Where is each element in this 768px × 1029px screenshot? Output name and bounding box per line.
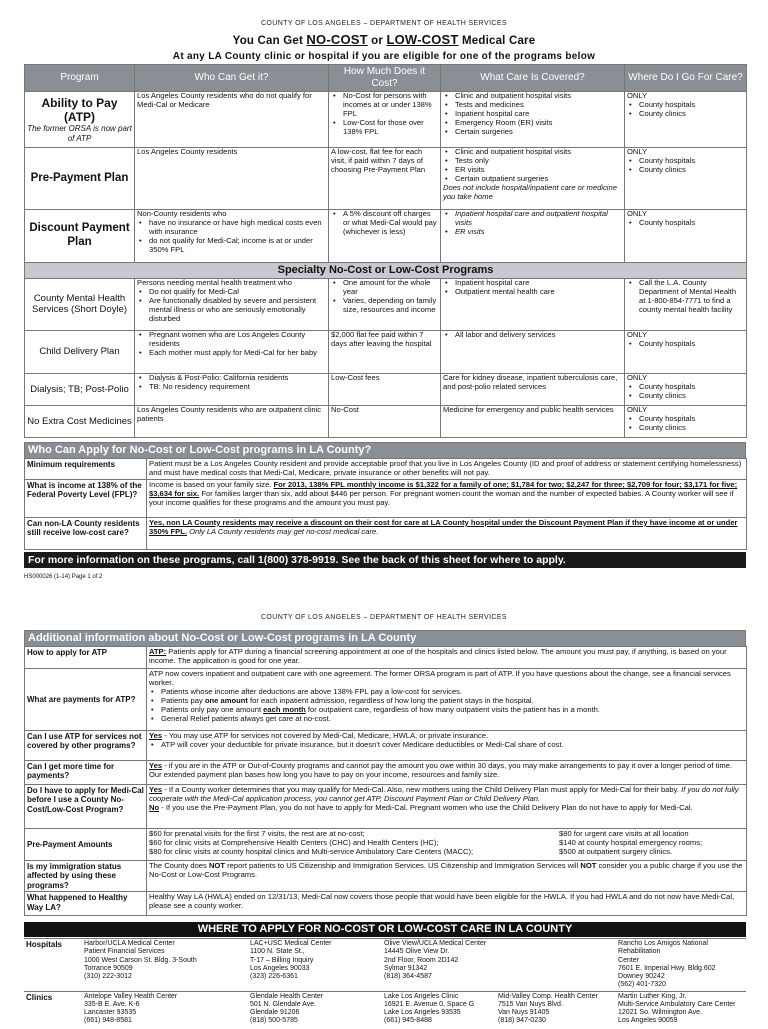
- only-label: ONLY: [627, 147, 648, 156]
- clinic-entry: [82, 991, 248, 1029]
- answer-highlight: one amount: [204, 695, 248, 705]
- where-to-apply-table: [24, 938, 746, 1029]
- hospital-phone: (323) 226-6361: [250, 973, 298, 980]
- where-child: [625, 330, 747, 373]
- cost-child: $2,000 flat fee paid within 7 days after leaving the hospital: [329, 330, 441, 373]
- clinic-name: Lake Los Angeles Clinic: [384, 992, 459, 1000]
- hospital-line: 2nd Floor, Room 2D142: [384, 956, 459, 964]
- programs-table: [24, 64, 747, 438]
- header-who: Who Can Get it?: [135, 65, 329, 92]
- specialty-header-row: [25, 263, 747, 279]
- clinic-line: Lancaster 93535: [84, 1009, 137, 1016]
- program-discount: [25, 210, 135, 263]
- program-prepay: [25, 148, 135, 210]
- hospital-line: 7601 E. Imperial Hwy. Bldg.602: [618, 964, 716, 972]
- hospital-entry: [616, 939, 746, 992]
- program-atp: [25, 92, 135, 148]
- hospital-line: Center: [618, 956, 640, 964]
- list-item: • County hospitals: [627, 340, 744, 349]
- answer-text: If you do not fully cooperate with the Medi-Cal application process, you cannot get ATP, Discount Payment Plan or Child Delivery Plan.: [149, 785, 739, 803]
- cost-prepay: A low-cost, flat fee for each visit, if paid within 7 days of choosing Pre-Payment Plan: [329, 148, 441, 210]
- answer-text: - If a County worker determines that you may qualify for Medi-Cal. Also, new mothers using the Child Delivery Plan must apply for Medi-Cal for their baby.: [162, 785, 682, 794]
- page-two: [0, 604, 768, 1024]
- answer-highlight: NOT: [580, 861, 597, 870]
- answer: [147, 761, 747, 785]
- list-item: • County clinics: [627, 392, 744, 401]
- list-item: • County hospitals: [627, 383, 744, 392]
- department-header: COUNTY OF LOS ANGELES – DEPARTMENT OF HEALTH SERVICES: [260, 614, 508, 621]
- hospital-entry: [248, 939, 382, 992]
- question: What happened to Healthy Way LA?: [25, 892, 147, 916]
- clinic-line: Van Nuys 91405: [498, 1009, 550, 1016]
- where-mental: [625, 278, 747, 330]
- answer-text: - If you use the Pre-Payment Plan, you do not have to apply for Medi-Cal. Pregnant women who use the Child Delivery Plan do not have to apply for Medi-Cal.: [159, 802, 693, 812]
- list-item: • County hospitals: [627, 415, 744, 424]
- clinics-row: [24, 991, 746, 1029]
- hospitals-label: Hospitals: [24, 939, 82, 992]
- list-item: • County clinics: [627, 110, 744, 119]
- table-row-child: [25, 330, 747, 373]
- list-item: • Do not qualify for Medi-Cal: [137, 288, 326, 297]
- hospital-phone: (310) 222-3012: [84, 973, 132, 980]
- question: Can I get more time for payments?: [25, 761, 147, 785]
- table-row: [25, 669, 747, 731]
- answer: [147, 785, 747, 829]
- list-item: • Tests and medicines: [443, 101, 622, 110]
- answer-highlight: Yes: [149, 785, 163, 794]
- list-item: • Inpatient hospital care: [443, 110, 622, 119]
- who-apply-title: Who Can Apply for No-Cost or Low-Cost programs in LA County?: [24, 442, 746, 459]
- table-row: [25, 761, 747, 785]
- clinic-line: 501 N. Glendale Ave.: [250, 1000, 317, 1008]
- table-row: [25, 731, 747, 761]
- who-mental: [135, 278, 329, 330]
- clinic-name: Mid-Valley Comp. Health Center: [498, 992, 598, 1000]
- list-item: • TB: No residency requirement: [137, 383, 326, 392]
- program-note: The former ORSA is now part of ATP: [27, 124, 132, 143]
- answer: [147, 517, 747, 549]
- list-item: • Low-Cost for those over 138% FPL: [331, 119, 438, 137]
- answer: [147, 861, 747, 892]
- table-row-dialysis: [25, 373, 747, 405]
- question: What are payments for ATP?: [25, 669, 147, 731]
- clinic-phone: (661) 945-8488: [384, 1017, 432, 1025]
- answer: Healthy Way LA (HWLA) ended on 12/31/13, Medi-Cal now covers those people that would have been eligible for the HWLA. If you had HWLA and do not now have Medi-Cal, please see a county worker.: [147, 892, 747, 916]
- list-item: • Are functionally disabled by severe and persistent mental illness or who are seriously emotionally disturbed: [137, 297, 326, 324]
- table-row: [25, 459, 747, 480]
- list-item: • ATP will cover your deductible for private insurance, but it doesn't cover Medicare deductibles or Medi-Cal share of cost.: [149, 741, 744, 750]
- answer-text: - You may use ATP for services not covered by Medi-Cal, Medicare, HWLA, or private insurance.: [162, 731, 489, 740]
- hospital-line: T-17 – Billing Inquiry: [250, 956, 314, 964]
- list-item: • Each mother must apply for Medi-Cal for her baby: [137, 349, 326, 358]
- list-item: • County hospitals: [627, 157, 744, 166]
- answer-highlight: No: [149, 802, 160, 812]
- list-item: • No-Cost for persons with incomes at or under 138% FPL: [331, 92, 438, 119]
- header-where: Where Do I Go For Care?: [625, 65, 747, 92]
- clinic-line: 7515 Van Nuys Blvd.: [498, 1000, 563, 1008]
- list-item: • Certain outpatient surgeries: [443, 175, 622, 184]
- who-child: [135, 330, 329, 373]
- answer-text: The County does: [149, 861, 209, 870]
- list-item: • Patients whose income after deductions are above 138% FPL pay a low-cost for services.: [149, 688, 744, 697]
- page-title: [0, 32, 768, 49]
- clinic-entry: [496, 991, 616, 1029]
- question: What is income at 138% of the Federal Poverty Level (FPL)?: [25, 479, 147, 517]
- who-intro: Non-County residents who: [137, 209, 227, 218]
- care-discount: [441, 210, 625, 263]
- cost-mental: [329, 278, 441, 330]
- program-name: Pre-Payment Plan: [30, 171, 129, 184]
- answer-text: for outpatient care, regardless of how many outpatient visits the patient has in a month.: [305, 704, 601, 714]
- clinic-line: Glendale 91206: [250, 1009, 300, 1016]
- list-item: • Tests only: [443, 157, 622, 166]
- table-row-atp: [25, 92, 747, 148]
- answer: [147, 647, 747, 669]
- list-item: $60 for clinic visits at Comprehensive Health Centers (CHC) and Health Centers (HC);: [149, 837, 439, 847]
- care-medicines: Medicine for emergency and public health services: [441, 405, 625, 437]
- table-row: [25, 785, 747, 829]
- where-dialysis: [625, 373, 747, 405]
- list-item: • Inpatient hospital care: [443, 279, 622, 288]
- list-item: • Dialysis & Post-Polio: California residents: [137, 374, 326, 383]
- who-dialysis: [135, 373, 329, 405]
- table-row: [25, 861, 747, 892]
- answer-text: consider you a public charge if you use the No-Cost or Low-Cost Programs.: [149, 861, 743, 879]
- cost-medicines: No-Cost: [329, 405, 441, 437]
- only-label: ONLY: [627, 91, 648, 100]
- answer-text: Income is based on your family size.: [149, 479, 274, 489]
- hospital-name: LAC+USC Medical Center: [250, 940, 332, 947]
- page-subtitle: At any LA County clinic or hospital if you are eligible for one of the programs below: [172, 50, 596, 62]
- clinic-phone: (818) 500-5785: [250, 1017, 298, 1025]
- list-item: $60 for prenatal visits for the first 7 visits, the rest are at no-cost;: [149, 829, 365, 838]
- who-atp: Los Angeles County residents who do not qualify for Medi-Cal or Medicare: [135, 92, 329, 148]
- who-apply-table: [24, 458, 747, 550]
- title-end: Medical Care: [458, 35, 536, 48]
- question: Minimum requirements: [25, 459, 147, 480]
- list-item: • County clinics: [627, 166, 744, 175]
- answer-highlight: each month: [263, 704, 306, 714]
- answer-highlight: Yes: [149, 731, 163, 740]
- program-mental: County Mental Health Services (Short Doyle): [25, 278, 135, 330]
- answer-text: ATP now covers inpatient and outpatient care with one agreement. The former ORSA program is part of ATP. If you have questions about the change, see a financial services worker.: [149, 669, 731, 687]
- hospital-name: Rancho Los Amigos National Rehabilitation: [618, 940, 708, 956]
- cost-discount: [329, 210, 441, 263]
- question: Can I use ATP for services not covered by other programs?: [25, 731, 147, 761]
- list-item: • All labor and delivery services: [443, 331, 622, 340]
- who-prepay: Los Angeles County residents: [135, 148, 329, 210]
- list-item: • One amount for the whole year: [331, 279, 438, 297]
- program-medicines: No Extra Cost Medicines: [25, 405, 135, 437]
- clinic-line: Los Angeles 90059: [618, 1017, 678, 1025]
- list-item: • Outpatient mental health care: [443, 288, 622, 297]
- list-item: • ER visits: [443, 228, 622, 237]
- table-row-medicines: [25, 405, 747, 437]
- additional-info-title: Additional information about No-Cost or Low-Cost programs in LA County: [24, 630, 746, 647]
- clinic-phone: (818) 947-0230: [498, 1017, 546, 1025]
- hospital-line: Patient Financial Services: [84, 948, 165, 956]
- answer-text: Patients only pay one amount: [161, 704, 264, 714]
- where-prepay: [625, 148, 747, 210]
- clinic-name: Martin Luther King, Jr.: [618, 992, 687, 1000]
- hospital-phone: (818) 364-4587: [384, 973, 432, 980]
- hospital-name: Harbor/UCLA Medical Center: [84, 940, 175, 947]
- answer: [147, 669, 747, 731]
- clinic-line: 12021 So. Wilmington Ave.: [618, 1009, 702, 1016]
- hospital-line: Sylmar 91342: [384, 964, 428, 972]
- clinic-entry: [248, 991, 382, 1029]
- program-name: Ability to Pay (ATP): [41, 95, 118, 125]
- header-cost: How Much Does it Cost?: [329, 65, 441, 92]
- hospital-line: Torrance 90509: [84, 964, 133, 972]
- table-header-row: [25, 65, 747, 92]
- question: Is my immigration status affected by using these programs?: [25, 861, 147, 892]
- answer-highlight: Yes: [149, 761, 163, 770]
- hospital-line: 1100 N. State St.,: [250, 948, 305, 956]
- clinic-entry: [382, 991, 496, 1029]
- list-item: $80 for urgent care visits at all location: [559, 829, 689, 838]
- prepay-right: [559, 830, 744, 857]
- answer-text: For families larger than six, add about $446 per person. For pregnant women count the woman and the number of expected babies. A County worker will see if your income qualifies for these programs and the amount you must pay.: [149, 488, 734, 507]
- answer-highlight: Yes, non LA County residents may receive a discount on their cost for care at LA County hospital under the Discount Payment Plan if they have income at or under 350% FPL.: [149, 517, 738, 536]
- cost-dialysis: Low-Cost fees: [329, 373, 441, 405]
- answer-highlight: ATP:: [149, 647, 167, 656]
- list-item: • Emergency Room (ER) visits: [443, 119, 622, 128]
- list-item: • have no insurance or have high medical costs even with insurance: [137, 219, 326, 237]
- table-row: [25, 647, 747, 669]
- answer: [147, 829, 747, 861]
- list-item: • Call the L.A. County Department of Mental Health at 1-800-854-7771 to find a county mental health facility: [627, 279, 744, 315]
- care-prepay: [441, 148, 625, 210]
- hospital-line: Downey 90242: [618, 973, 665, 980]
- table-row: [25, 517, 747, 549]
- hospital-line: 14445 Olive View Dr.: [384, 948, 450, 956]
- clinic-name: Glendale Health Center: [250, 992, 324, 1000]
- clinic-name: Antelope Valley Health Center: [84, 992, 178, 1000]
- answer-text: Patients pay: [161, 695, 205, 705]
- table-row: [25, 892, 747, 916]
- only-label: ONLY: [627, 372, 648, 382]
- list-item: • County hospitals: [627, 219, 744, 228]
- clinic-line: 335-B E. Ave. K-6: [84, 1000, 140, 1008]
- table-row-mental: [25, 278, 747, 330]
- cost-atp: [329, 92, 441, 148]
- clinics-label: Clinics: [24, 991, 82, 1029]
- table-row-prepay: [25, 148, 747, 210]
- question: Pre-Payment Amounts: [25, 829, 147, 861]
- hospital-phone: (562) 401-7320: [618, 981, 666, 989]
- clinic-line: Lake Los Angeles 93535: [384, 1009, 461, 1016]
- question: Can non-LA County residents still receive low-cost care?: [25, 517, 147, 549]
- answer-highlight: NOT: [208, 861, 225, 870]
- question: How to apply for ATP: [25, 647, 147, 669]
- title-lowcost: LOW-COST: [386, 32, 459, 48]
- where-atp: [625, 92, 747, 148]
- table-row-discount: [25, 210, 747, 263]
- list-item: • County hospitals: [627, 101, 744, 110]
- only-label: ONLY: [627, 329, 648, 339]
- more-info-bar: For more information on these programs, call 1(800) 378-9919. See the back of this sheet for where to apply.: [24, 552, 746, 568]
- where-medicines: [625, 405, 747, 437]
- hospital-entry: [82, 939, 248, 992]
- list-item: • Clinic and outpatient hospital visits: [443, 148, 622, 157]
- answer: Patient must be a Los Angeles County resident and provide acceptable proof that you live in Los Angeles County (ID and proof of address or statement certifying homelessness) and must have medical costs that Medi-Cal, Medicare, private insurance or other benefits will not pay.: [147, 459, 747, 480]
- title-or: or: [367, 35, 387, 48]
- program-name: Discount Payment Plan: [29, 222, 130, 248]
- table-row: [25, 829, 747, 861]
- who-medicines: Los Angeles County residents who are outpatient clinic patients: [135, 405, 329, 437]
- answer-text: Only LA County residents may get no-cost medical care.: [186, 526, 379, 536]
- header-program: Program: [25, 65, 135, 92]
- program-child: Child Delivery Plan: [25, 330, 135, 373]
- question: Do I have to apply for Medi-Cal before I use a County No-Cost/Low-Cost Program?: [25, 785, 147, 829]
- care-child: [441, 330, 625, 373]
- hospital-entry: [382, 939, 616, 992]
- list-item: • Inpatient hospital care and outpatient hospital visits: [443, 210, 622, 228]
- header-care: What Care Is Covered?: [441, 65, 625, 92]
- prepay-left: [149, 830, 473, 857]
- care-atp: [441, 92, 625, 148]
- additional-info-table: [24, 646, 747, 916]
- answer-text: for each inpatient admission, regardless of how long the patient stays in the hospital.: [247, 695, 534, 705]
- only-label: ONLY: [627, 209, 648, 218]
- answer-highlight: For 2013, 138% FPL monthly income is $1,322 for a family of one; $1,784 for two; $2,247 for three; $2,709 for four; $3,171 for five; $3,634 for six.: [149, 479, 738, 498]
- department-header: COUNTY OF LOS ANGELES – DEPARTMENT OF HEALTH SERVICES: [260, 20, 508, 27]
- answer-text: - if you are in the ATP or Out-of-County programs and cannot pay the amount you owe within 30 days, you may make arrangements to pay it over a longer period of time. Our extended payment plan bases how long you have to pay on your income, resources and family size.: [149, 761, 733, 779]
- clinic-line: Multi-Service Ambulatory Care Center: [618, 1000, 736, 1008]
- only-label: ONLY: [627, 404, 648, 414]
- list-item: • ER visits: [443, 166, 622, 175]
- list-item: • Certain surgeries: [443, 128, 622, 137]
- hospital-line: 1000 West Carson St. Bldg. 3-South: [84, 956, 197, 964]
- care-dialysis: Care for kidney disease, inpatient tuberculosis care, and post-polio related services: [441, 373, 625, 405]
- clinic-phone: (661) 948-8581: [84, 1017, 132, 1025]
- who-discount: [135, 210, 329, 263]
- list-item: • do not qualify for Medi-Cal; income is at or under 350% FPL: [137, 237, 326, 255]
- program-dialysis: Dialysis; TB; Post-Polio: [25, 373, 135, 405]
- table-row: [25, 479, 747, 517]
- list-item: • Varies, depending on family size, resources and income: [331, 297, 438, 315]
- list-item: $80 for clinic visits at county hospital clinics and Multi-service Ambulatory Care Centers (MACC);: [149, 846, 474, 856]
- answer: [147, 479, 747, 517]
- list-item: • County clinics: [627, 424, 744, 433]
- clinic-line: 16921 E. Avenue 0, Space G: [384, 1000, 475, 1008]
- where-to-apply-title: WHERE TO APPLY FOR NO-COST OR LOW-COST CARE IN LA COUNTY: [24, 922, 746, 937]
- where-discount: [625, 210, 747, 263]
- list-item: • Clinic and outpatient hospital visits: [443, 92, 622, 101]
- who-intro: Persons needing mental health treatment who: [137, 277, 292, 287]
- list-item: • Pregnant women who are Los Angeles County residents: [137, 331, 326, 349]
- list-item: • A 5% discount off charges or what Medi-Cal would pay (whichever is less): [331, 210, 438, 237]
- answer-text: Patients apply for ATP during a financial screening appointment at one of the hospitals and clinics listed below. The amount you must pay, if anything, is based on your income. The application is good for one year.: [149, 647, 727, 665]
- clinic-entry: [616, 991, 746, 1029]
- hospital-line: Los Angeles 90033: [250, 964, 310, 972]
- list-item: $140 at county hospital emergency rooms;: [559, 837, 703, 847]
- answer-text: report patients to US Citizenship and Immigration Services. US Citizenship and Immigration Services will: [224, 861, 581, 870]
- form-number: HS000026 (1-14) Page 1 of 2: [24, 574, 103, 580]
- list-item: • General Relief patients always get care at no-cost.: [149, 715, 744, 724]
- title-nocost: NO-COST: [306, 32, 368, 48]
- hospitals-row: [24, 939, 746, 992]
- answer: [147, 731, 747, 761]
- list-item: $500 at outpatient surgery clinics.: [559, 846, 673, 856]
- care-note: Does not include hospital/inpatient care or medicine you take home: [443, 182, 617, 201]
- care-mental: [441, 278, 625, 330]
- title-part: You Can Get: [232, 35, 307, 48]
- hospital-name: Olive View/UCLA Medical Center: [384, 940, 487, 947]
- specialty-title: Specialty No-Cost or Low-Cost Programs: [25, 263, 747, 279]
